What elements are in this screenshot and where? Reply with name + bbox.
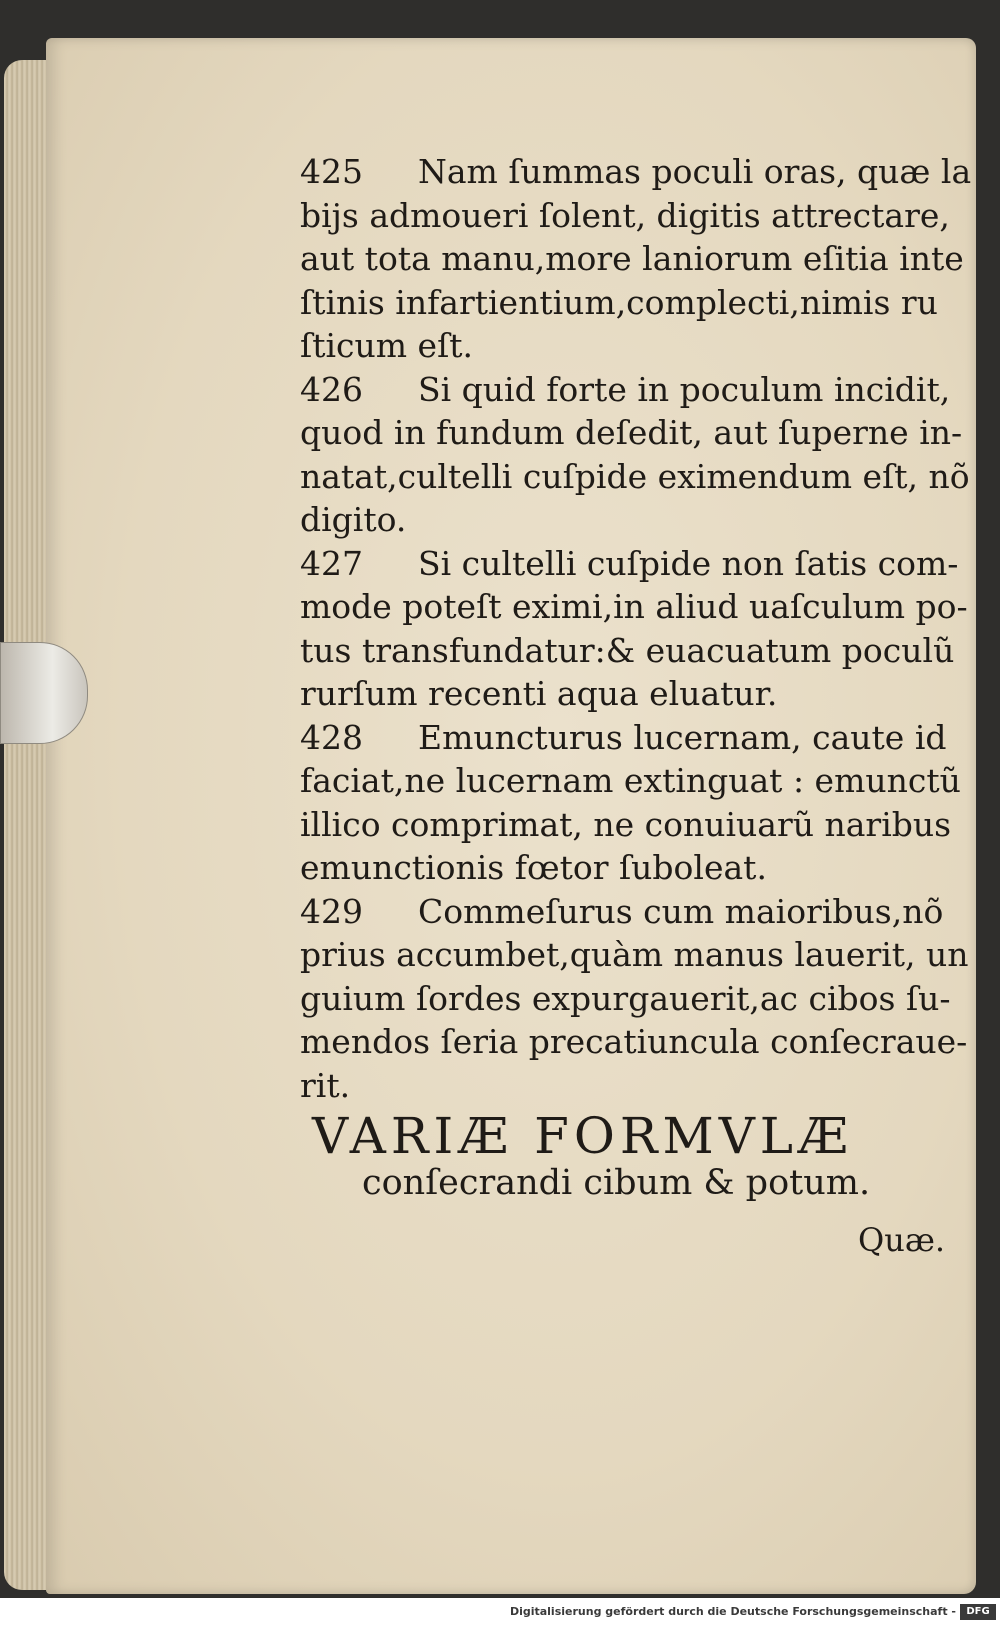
text-line — [300, 411, 963, 455]
section-heading: VARIÆ FORMVLÆ — [312, 1107, 854, 1165]
line-text: Commeſurus cum maioribus,nõ — [418, 891, 944, 931]
line-text: Si cultelli cuſpide non ſatis com- — [418, 543, 959, 583]
line-text: faciat,ne lucernam extinguat : emunctũ — [300, 761, 961, 800]
text-line — [300, 368, 950, 412]
line-text: mode poteſt eximi,in aliud uaſculum po- — [300, 587, 968, 626]
line-text: guium ſordes expurgauerit,ac cibos ſu- — [300, 978, 951, 1018]
text-line — [300, 890, 950, 934]
text-line — [300, 281, 950, 325]
line-text: tus transfundatur:& euacuatum poculũ — [300, 630, 955, 670]
text-line — [300, 585, 968, 629]
text-line — [300, 803, 950, 847]
line-text: quod in fundum deſedit, aut ſuperne in- — [300, 413, 963, 452]
line-text: natat,cultelli cuſpide eximendum eſt, nõ — [300, 456, 970, 496]
text-line — [300, 933, 969, 977]
paragraph-number: 428 — [300, 717, 363, 757]
footer-bar — [0, 1598, 1000, 1626]
paragraph-number: 426 — [300, 369, 363, 409]
line-text: prius accumbet,quàm manus lauerit, un — [300, 935, 969, 974]
paragraph — [300, 716, 961, 890]
paragraph — [300, 542, 968, 716]
line-text: bijs admoueri ſolent, digitis attrectare, — [300, 195, 950, 235]
section-subheading: conſecrandi cibum & potum. — [362, 1163, 871, 1203]
line-text: Nam ſummas poculi oras, quæ la — [418, 152, 972, 191]
line-text: rurſum recenti aqua eluatur. — [300, 674, 778, 713]
paragraph-number: 429 — [300, 891, 363, 931]
paragraph — [300, 368, 970, 542]
text-line — [300, 629, 955, 673]
text-line — [300, 498, 950, 542]
line-text: ſtinis infartientium,complecti,nimis ru — [300, 282, 938, 322]
text-line — [300, 1020, 968, 1064]
text-line — [300, 455, 970, 499]
paragraph-number: 427 — [300, 543, 363, 583]
text-line — [300, 846, 950, 890]
line-text: ſticum eſt. — [300, 326, 474, 365]
paragraph-number: 425 — [300, 152, 363, 191]
paragraph — [300, 150, 972, 368]
text-line — [300, 759, 961, 803]
catchword: Quæ. — [858, 1221, 946, 1259]
text-line — [300, 672, 950, 716]
line-text: rit. — [300, 1065, 351, 1105]
text-line — [300, 150, 972, 194]
page-clip — [0, 642, 88, 744]
text-line — [300, 716, 950, 760]
text-line — [300, 324, 950, 368]
line-text: illico comprimat, ne conuiuarũ naribus — [300, 804, 952, 844]
line-text: aut tota manu,more laniorum eſitia inte — [300, 239, 964, 278]
line-text: mendos ſeria precatiuncula conſecraue- — [300, 1022, 968, 1061]
text-line — [300, 237, 964, 281]
footer-credit: Digitalisierung gefördert durch die Deutsche Forschungsgemeinschaft - — [509, 1605, 956, 1618]
paragraph — [300, 890, 969, 1108]
line-text: Emuncturus lucernam, caute id — [418, 717, 947, 757]
text-line — [300, 194, 950, 238]
text-block — [300, 150, 972, 1107]
text-line — [300, 542, 959, 586]
dfg-logo: DFG — [960, 1604, 996, 1620]
text-line — [300, 1064, 950, 1108]
line-text: Si quid forte in poculum incidit, — [418, 369, 951, 409]
text-line — [300, 977, 950, 1021]
line-text: emunctionis fœtor ſuboleat. — [300, 848, 767, 887]
line-text: digito. — [300, 500, 407, 539]
